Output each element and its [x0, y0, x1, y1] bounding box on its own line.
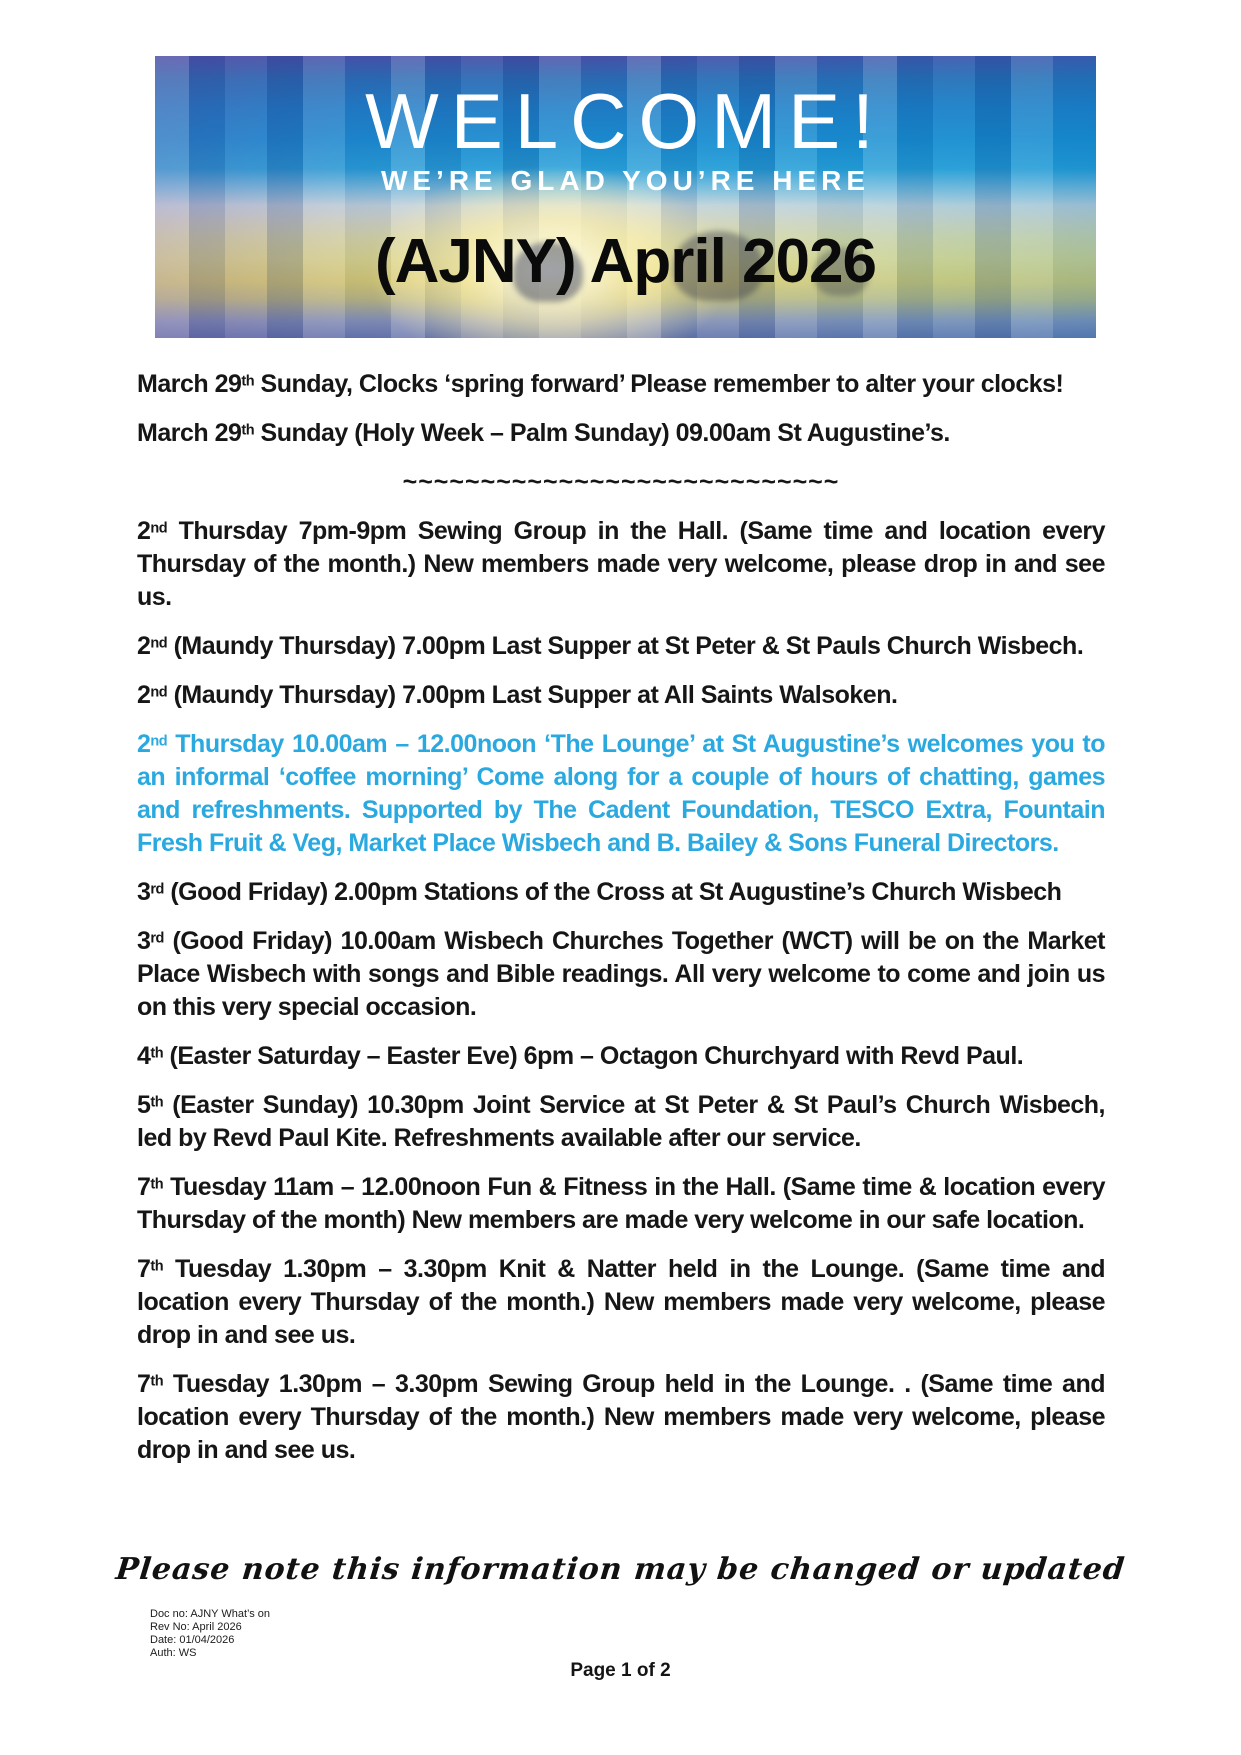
event-day: 7	[137, 1370, 151, 1398]
event-paragraph	[137, 679, 1105, 712]
event-text: Thursday 7pm-9pm Sewing Group in the Hall. (Same time and location every Thursday of the month.) New members made very welcome, please drop in and see us.	[137, 517, 1105, 611]
event-text: (Good Friday) 10.00am Wisbech Churches Together (WCT) will be on the Market Place Wisbech with songs and Bible readings. All very welcome to come and join us on this very special occasion.	[137, 927, 1105, 1021]
banner-title: WELCOME!	[365, 77, 886, 165]
ordinal-suffix: th	[150, 1094, 164, 1111]
event-paragraph-highlighted	[137, 728, 1105, 860]
event-paragraph	[137, 1368, 1105, 1467]
event-day: 7	[137, 1255, 151, 1283]
event-day: 3	[137, 878, 151, 906]
ordinal-suffix: nd	[150, 520, 168, 537]
event-day: 2	[137, 517, 151, 545]
event-paragraph	[137, 1253, 1105, 1352]
event-text: Thursday 10.00am – 12.00noon ‘The Lounge’ at St Augustine’s welcomes you to an informal ‘coffee morning’ Come along for a couple of hours of chatting, games and refreshments. Supported by The Cadent Foundation, TESCO Extra, Fountain Fresh Fruit & Veg, Market Place Wisbech and B. Bailey & Sons Funeral Directors.	[137, 730, 1105, 857]
ordinal-suffix: nd	[150, 684, 168, 701]
event-day: 4	[137, 1042, 151, 1070]
doc-info-line: Rev No: April 2026	[150, 1621, 242, 1633]
event-paragraph	[137, 1040, 1105, 1073]
page-number: Page 1 of 2	[570, 1660, 671, 1681]
intro-line	[137, 368, 1105, 401]
intro-text: Sunday (Holy Week – Palm Sunday) 09.00am St Augustine’s.	[254, 419, 950, 447]
event-text: (Maundy Thursday) 7.00pm Last Supper at St Peter & St Pauls Church Wisbech.	[167, 632, 1084, 660]
doc-info-line: Doc no: AJNY What’s on	[150, 1608, 271, 1620]
doc-info-block	[150, 1608, 270, 1660]
ordinal-suffix: rd	[150, 930, 164, 947]
ordinal-suffix: th	[150, 1045, 164, 1062]
intro-line	[137, 417, 1105, 450]
tilde-separator: ~~~~~~~~~~~~~~~~~~~~~~~~~~~~	[402, 468, 840, 496]
ordinal-suffix: th	[150, 1373, 164, 1390]
event-day: 2	[137, 681, 151, 709]
event-day: 5	[137, 1091, 151, 1119]
event-day: 3	[137, 927, 151, 955]
ordinal-suffix: nd	[150, 733, 168, 750]
welcome-banner	[155, 56, 1096, 338]
event-text: (Good Friday) 2.00pm Stations of the Cross at St Augustine’s Church Wisbech	[163, 878, 1062, 906]
event-day: 2	[137, 730, 151, 758]
intro-text: Sunday, Clocks ‘spring forward’ Please remember to alter your clocks!	[254, 370, 1064, 398]
doc-info-line: Auth: WS	[150, 1647, 197, 1659]
ordinal-suffix: th	[241, 422, 255, 439]
event-paragraph	[137, 1171, 1105, 1237]
event-day: 2	[137, 632, 151, 660]
event-text: (Maundy Thursday) 7.00pm Last Supper at All Saints Walsoken.	[167, 681, 898, 709]
event-text: Tuesday 1.30pm – 3.30pm Sewing Group held in the Lounge. . (Same time and location every Thursday of the month.) New members made very welcome, please drop in and see us.	[137, 1370, 1105, 1464]
ordinal-suffix: th	[150, 1258, 164, 1275]
doc-info-line: Date: 01/04/2026	[150, 1634, 235, 1646]
banner-subtitle: WE’RE GLAD YOU’RE HERE	[380, 165, 871, 196]
event-text: (Easter Saturday – Easter Eve) 6pm – Octagon Churchyard with Revd Paul.	[163, 1042, 1024, 1070]
event-paragraph	[137, 1089, 1105, 1155]
ordinal-suffix: rd	[150, 881, 164, 898]
banner-edition-title: (AJNY) April 2026	[375, 226, 876, 296]
ordinal-suffix: th	[150, 1176, 164, 1193]
intro-date: March 29	[137, 419, 242, 447]
event-text: Tuesday 11am – 12.00noon Fun & Fitness in the Hall. (Same time & location every Thursday of the month) New members are made very welcome in our safe location.	[137, 1173, 1105, 1234]
intro-date: March 29	[137, 370, 242, 398]
event-paragraph	[137, 515, 1105, 614]
footer-note: Please note this information may be changed or updated	[114, 1552, 1127, 1587]
events-content	[137, 368, 1105, 1483]
event-paragraph	[137, 876, 1105, 909]
event-paragraph	[137, 925, 1105, 1024]
event-paragraph	[137, 630, 1105, 663]
event-text: Tuesday 1.30pm – 3.30pm Knit & Natter held in the Lounge. (Same time and location every Thursday of the month.) New members made very welcome, please drop in and see us.	[137, 1255, 1105, 1349]
event-text: (Easter Sunday) 10.30pm Joint Service at St Peter & St Paul’s Church Wisbech, led by Revd Paul Kite. Refreshments available after our service.	[137, 1091, 1105, 1152]
ordinal-suffix: nd	[150, 635, 168, 652]
event-day: 7	[137, 1173, 151, 1201]
ordinal-suffix: th	[241, 373, 255, 390]
